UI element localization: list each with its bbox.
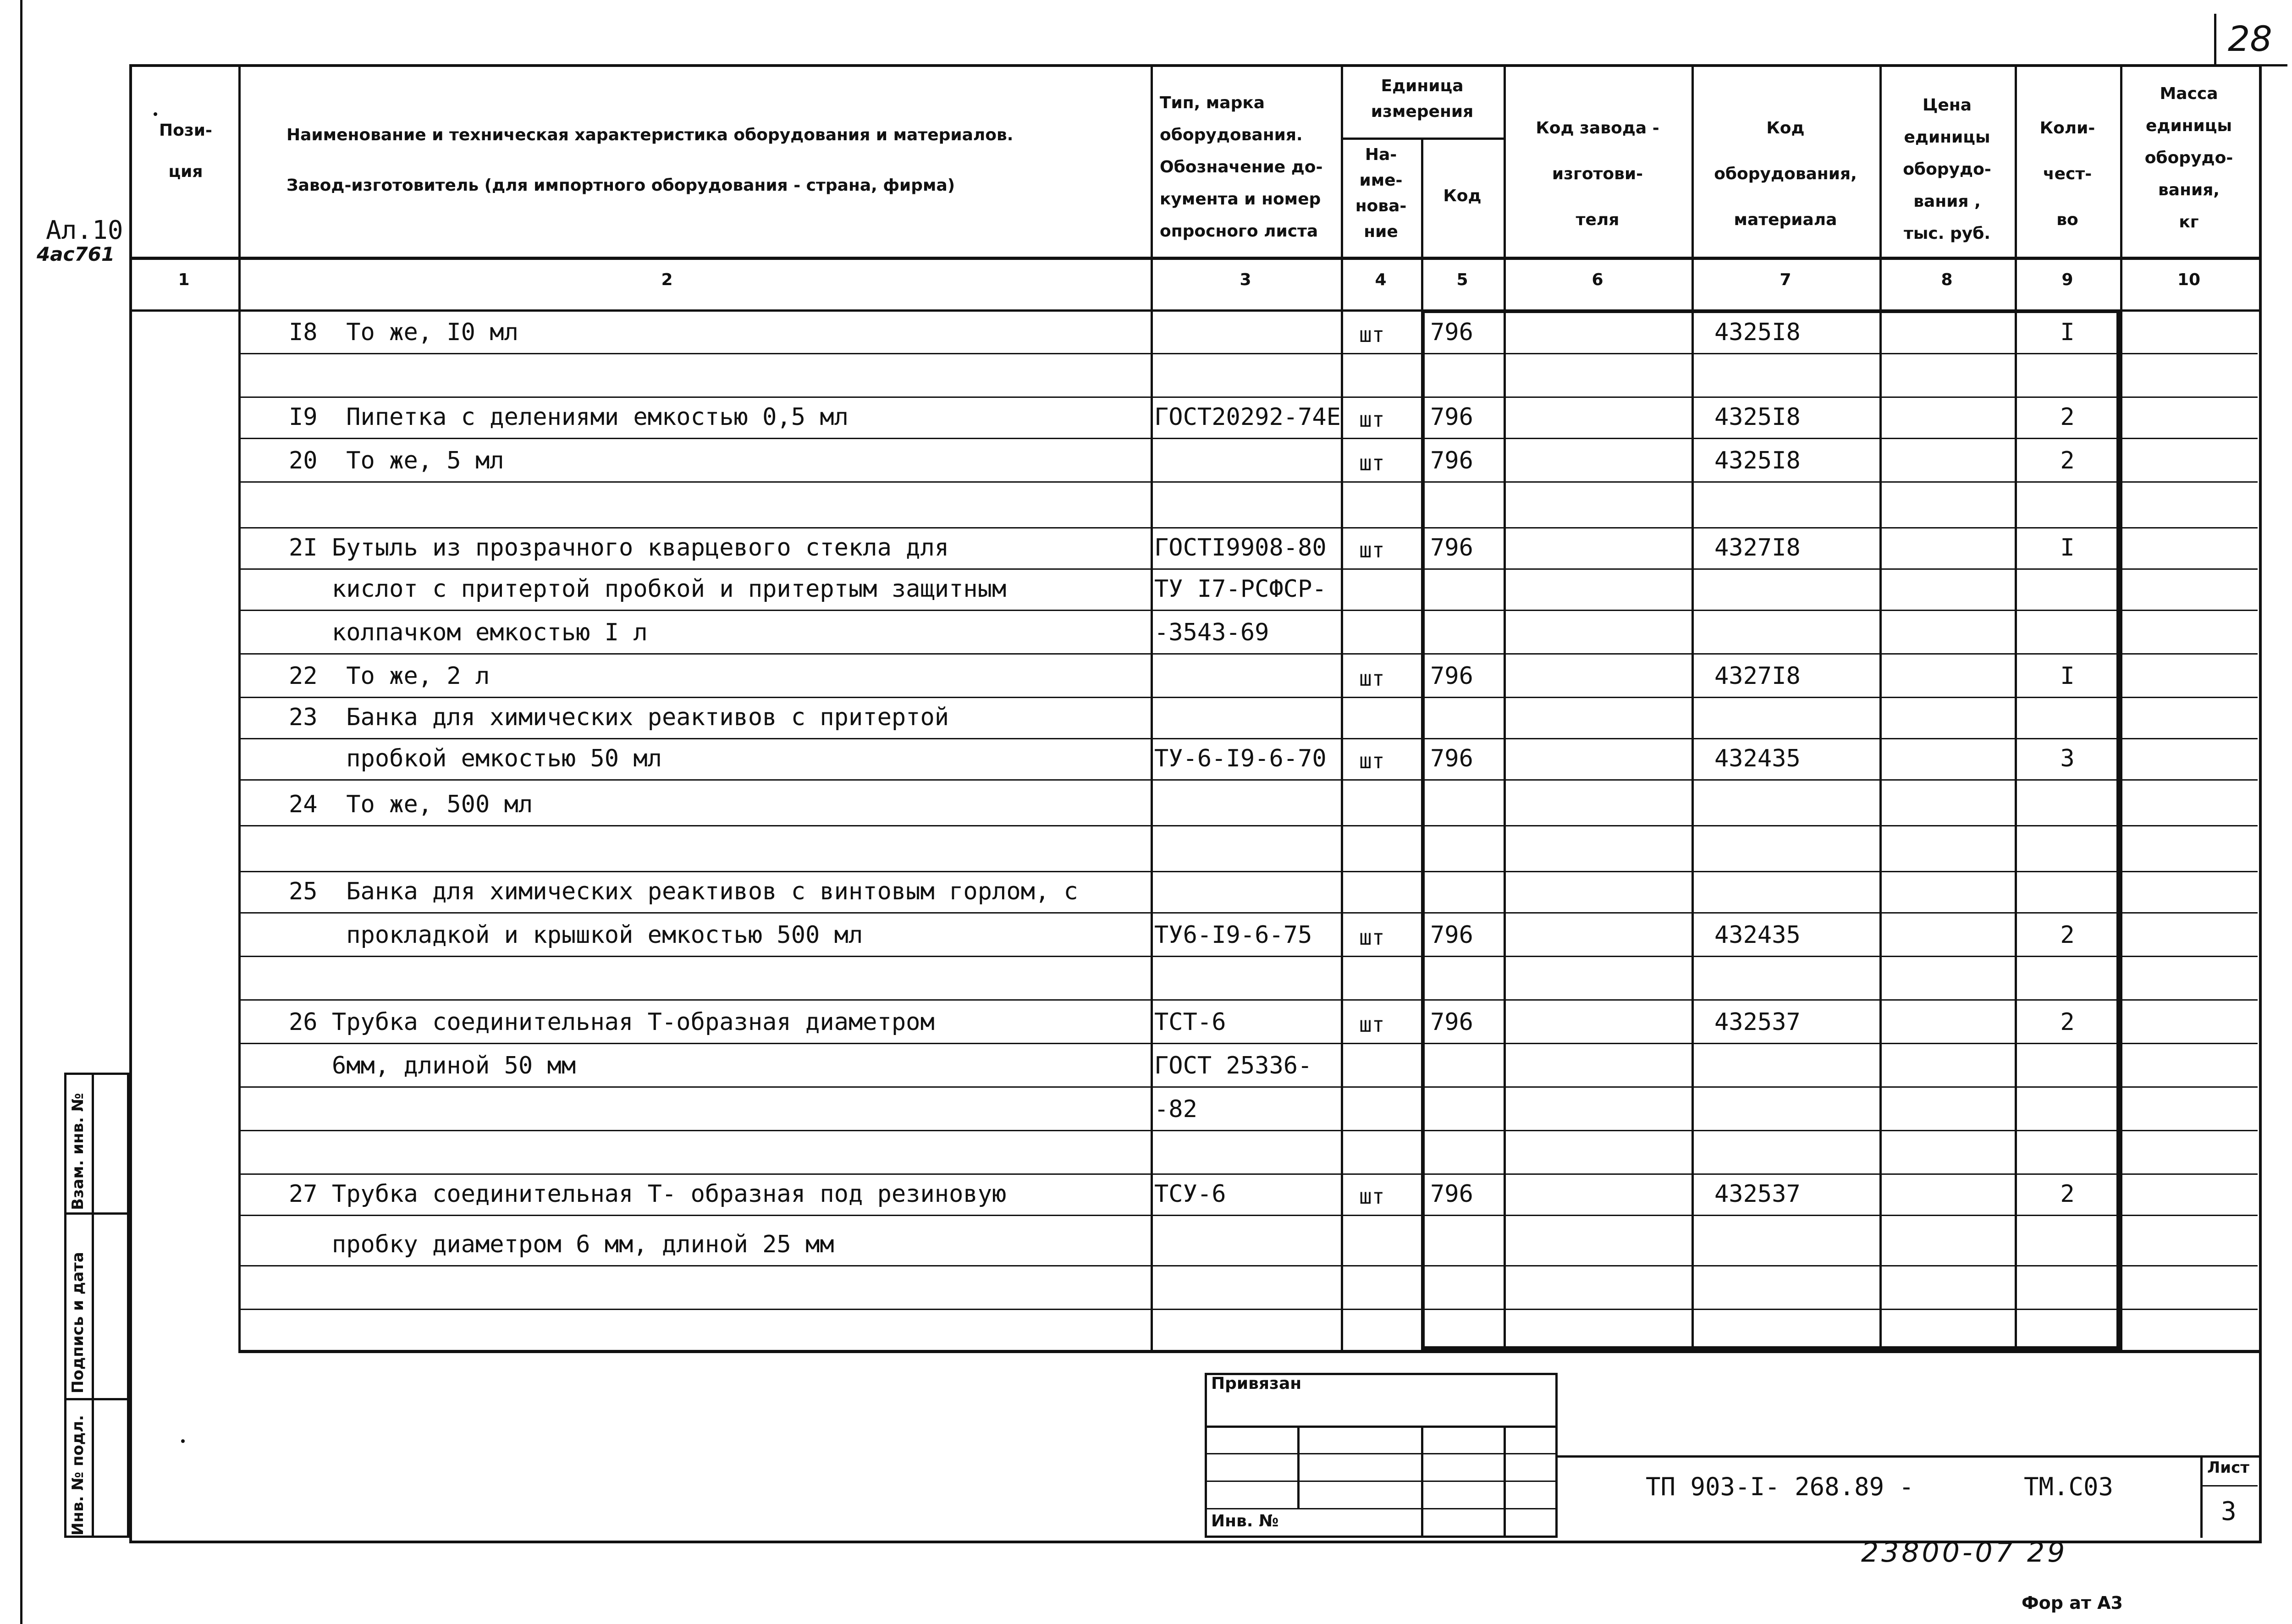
stray-mark-2 [181, 1439, 185, 1443]
sheet-corner-number: 28 [2228, 18, 2272, 59]
col-num-8: 8 [1941, 270, 1953, 289]
row-type: ГОСТ 25336- [1154, 1052, 1312, 1079]
sheet-box-mid [2200, 1485, 2258, 1486]
row-name: пробкой емкостью 50 мл [289, 745, 662, 772]
row-equipment-code: 432435 [1714, 745, 1801, 772]
row-quantity: I [2060, 319, 2075, 346]
body-bottom-line [238, 1350, 2259, 1353]
side-stamp-sep-1 [64, 1212, 129, 1215]
row-type: ТУ6-I9-6-75 [1154, 921, 1312, 949]
col-num-4: 4 [1375, 270, 1387, 289]
row-name: кислот с притертой пробкой и притертым защитным [289, 575, 1007, 603]
inv-no-label: Инв. № [1211, 1512, 1279, 1530]
format-label: Фор ат А3 [2022, 1593, 2123, 1613]
col-num-10: 10 [2177, 270, 2201, 289]
row-type: ТСУ-6 [1154, 1180, 1226, 1208]
table-row [238, 438, 2258, 481]
row-equipment-code: 4325I8 [1714, 403, 1801, 431]
header-col7: Код оборудования, материала [1714, 119, 1857, 229]
row-unit: шт [1359, 1012, 1385, 1037]
side-label-vzam: Взам. инв. № [69, 1093, 87, 1210]
row-equipment-code: 432537 [1714, 1180, 1801, 1208]
col-num-7: 7 [1780, 270, 1791, 289]
table-row [238, 481, 2258, 527]
col-num-9: 9 [2061, 270, 2073, 289]
col-num-5: 5 [1456, 270, 1468, 289]
row-quantity: 2 [2060, 403, 2075, 431]
doc-code: ТП 903-I- 268.89 - [1646, 1472, 1914, 1501]
side-stamp-divider [92, 1073, 94, 1538]
row-quantity: 2 [2060, 447, 2075, 474]
row-name: 27 Трубка соединительная Т- образная под резиновую [289, 1180, 1007, 1208]
row-name: 2I Бутыль из прозрачного кварцевого стекла для [289, 534, 949, 562]
table-row [238, 353, 2258, 396]
row-unit-code: 796 [1430, 745, 1473, 772]
row-type: -82 [1154, 1096, 1197, 1123]
row-name: 23 Банка для химических реактивов с притертой [289, 704, 949, 731]
row-name: 20 То же, 5 мл [289, 447, 504, 474]
table-row [238, 1130, 2258, 1173]
row-name: 6мм, длиной 50 мм [289, 1052, 576, 1079]
row-name: I9 Пипетка с делениями емкостью 0,5 мл [289, 403, 848, 431]
row-equipment-code: 4327I8 [1714, 534, 1801, 562]
album-label: Ал.10 [46, 215, 123, 245]
stray-mark-1 [154, 112, 157, 116]
sheet-label: Лист [2207, 1459, 2249, 1477]
privyazan-label: Привязан [1211, 1374, 1302, 1393]
header-col8: Цена единицы оборудо- вания , тыс. руб. [1903, 96, 1991, 243]
header-col4: На- име- нова- ние [1355, 145, 1407, 241]
bottom-handwritten-code: 23800-07 29 [1861, 1536, 2068, 1569]
col-num-1: 1 [178, 270, 190, 289]
title-block-top [1558, 1455, 2259, 1458]
row-unit-code: 796 [1430, 534, 1473, 562]
row-equipment-code: 4325I8 [1714, 319, 1801, 346]
row-unit-code: 796 [1430, 319, 1473, 346]
table-row [238, 309, 2258, 353]
row-quantity: 3 [2060, 745, 2075, 772]
table-row [238, 956, 2258, 999]
header-col1: Пози- ция [159, 121, 212, 181]
row-quantity: I [2060, 662, 2075, 690]
header-col3: Тип, марка оборудования. Обозначение до- кумента и номер опросного листа [1160, 94, 1323, 241]
header-col5: Код [1443, 187, 1482, 205]
row-unit: шт [1359, 538, 1385, 562]
table-row [238, 779, 2258, 825]
row-type: ТУ-6-I9-6-70 [1154, 745, 1327, 772]
row-equipment-code: 4325I8 [1714, 447, 1801, 474]
col-num-3: 3 [1240, 270, 1251, 289]
row-name: 26 Трубка соединительная Т-образная диаметром [289, 1008, 935, 1036]
row-type: ТУ I7-РСФСР- [1154, 575, 1327, 603]
row-unit: шт [1359, 749, 1385, 773]
header-bottom-line [129, 257, 2259, 260]
side-label-inv-podl: Инв. № подл. [69, 1415, 87, 1536]
row-unit: шт [1359, 451, 1385, 475]
row-name: колпачком емкостью I л [289, 619, 648, 646]
row-unit: шт [1359, 407, 1385, 432]
table-row [238, 1265, 2258, 1309]
table-row [238, 1309, 2258, 1350]
sheet-number: 3 [2221, 1497, 2237, 1526]
row-name: I8 То же, I0 мл [289, 319, 518, 346]
album-code: 4ac761 [37, 243, 115, 265]
table-row [238, 825, 2258, 871]
row-unit-code: 796 [1430, 662, 1473, 690]
binding-stamp-v2 [1421, 1426, 1423, 1538]
row-unit-code: 796 [1430, 1008, 1473, 1036]
row-type: ТСТ-6 [1154, 1008, 1226, 1036]
row-quantity: 2 [2060, 1180, 2075, 1208]
row-unit: шт [1359, 322, 1385, 347]
row-name: 25 Банка для химических реактивов с винтовым горлом, с [289, 878, 1078, 905]
table-row [238, 1086, 2258, 1130]
row-name: прокладкой и крышкой емкостью 500 мл [289, 921, 863, 949]
col-num-6: 6 [1592, 270, 1603, 289]
row-equipment-code: 4327I8 [1714, 662, 1801, 690]
row-type: ГОСТI9908-80 [1154, 534, 1327, 562]
side-stamp-sep-2 [64, 1398, 129, 1400]
row-unit: шт [1359, 1184, 1385, 1209]
header-col9: Коли- чест- во [2039, 119, 2095, 229]
corner-box-left [2214, 14, 2216, 64]
row-unit-code: 796 [1430, 403, 1473, 431]
row-name: 22 То же, 2 л [289, 662, 490, 690]
row-equipment-code: 432435 [1714, 921, 1801, 949]
row-name: 24 То же, 500 мл [289, 791, 533, 818]
row-unit-code: 796 [1430, 447, 1473, 474]
side-label-podpis: Подпись и дата [69, 1252, 87, 1393]
doc-mark: ТМ.С03 [2024, 1472, 2114, 1501]
row-unit-code: 796 [1430, 921, 1473, 949]
header-col6: Код завода - изготови- теля [1536, 119, 1659, 229]
row-quantity: 2 [2060, 1008, 2075, 1036]
binding-stamp-v1 [1297, 1426, 1300, 1508]
row-type: ГОСТ20292-74Е [1154, 403, 1341, 431]
sheet-box-left [2200, 1455, 2203, 1538]
left-binding-edge [20, 0, 22, 1624]
row-quantity: I [2060, 534, 2075, 562]
row-name: пробку диаметром 6 мм, длиной 25 мм [289, 1231, 834, 1258]
row-quantity: 2 [2060, 921, 2075, 949]
header-col2: Наименование и техническая характеристика оборудования и материалов. Завод-изготовитель (для импортного оборудования - страна, фирма) [286, 126, 1014, 195]
col-num-2: 2 [661, 270, 673, 289]
table-row [238, 653, 2258, 697]
row-equipment-code: 432537 [1714, 1008, 1801, 1036]
row-unit: шт [1359, 666, 1385, 691]
row-unit: шт [1359, 925, 1385, 950]
binding-stamp-v3 [1504, 1426, 1506, 1538]
row-type: -3543-69 [1154, 619, 1269, 646]
header-unit-group: Единица измерения [1371, 77, 1474, 121]
row-unit-code: 796 [1430, 1180, 1473, 1208]
header-col10: Масса единицы оборудо- вания, кг [2144, 84, 2233, 231]
